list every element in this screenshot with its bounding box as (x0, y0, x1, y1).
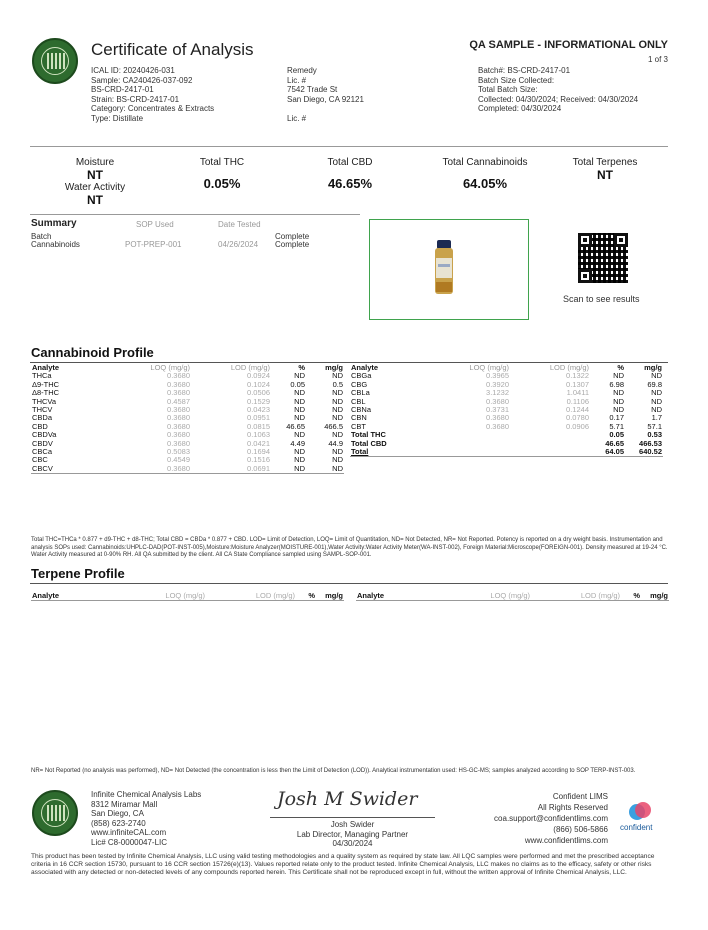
percent-cell: ND (613, 405, 624, 415)
lims-contact: Confident LIMS All Rights Reserved coa.support@confidentlims.com (866) 506-5866 www.confidentlims.com (494, 792, 608, 845)
header-divider (30, 146, 668, 147)
qr-code[interactable] (578, 233, 628, 283)
lod-cell (510, 448, 590, 457)
loq-cell: 0.4587 (167, 396, 190, 406)
terpene-divider (30, 583, 668, 584)
mgg-cell: ND (332, 388, 343, 398)
col-loq: LOQ (mg/g) (469, 363, 509, 372)
loq-cell: 3.1232 (486, 388, 509, 398)
total-cannabinoids-stat: Total Cannabinoids 64.05% (442, 157, 528, 191)
sample-info: ICAL ID: 20240426-031 Sample: CA240426-037-092 BS-CRD-2417-01 Strain: BS-CRD-2417-01 Category: Concentrates & Extracts Type: Distillate (91, 66, 215, 123)
analyte-cell: CBD (32, 421, 48, 431)
analyte-cell: Total (350, 448, 420, 457)
lod-cell: 0.0506 (247, 388, 270, 398)
loq-cell: 0.3731 (486, 405, 509, 415)
loq-cell: 0.3680 (167, 379, 190, 389)
summary-row-status-1: Complete (275, 240, 310, 249)
mgg-cell: ND (332, 405, 343, 415)
loq-cell: 0.3680 (167, 405, 190, 415)
percent-cell: 4.49 (290, 438, 305, 448)
analyte-cell: CBDV (32, 438, 53, 448)
lod-cell: 0.0423 (247, 405, 270, 415)
mgg-cell: ND (332, 396, 343, 406)
col-percent: % (617, 363, 624, 372)
loq-cell: 0.3680 (167, 430, 190, 440)
percent-cell: ND (294, 430, 305, 440)
table-row (31, 465, 344, 474)
lod-cell: 1.0411 (566, 388, 589, 398)
mgg-cell: 57.1 (647, 421, 662, 431)
analyte-cell: Total THC (351, 430, 386, 440)
loq-cell: 0.5083 (167, 447, 190, 457)
percent-cell: ND (294, 388, 305, 398)
percent-cell: ND (613, 396, 624, 406)
analyte-cell: CBDa (32, 413, 53, 423)
lod-cell: 0.1106 (566, 396, 589, 406)
analyte-cell: CBNa (351, 405, 372, 415)
mgg-cell: ND (332, 413, 343, 423)
total-row (350, 448, 663, 457)
analyte-cell: Δ8-THC (32, 388, 60, 398)
lod-cell: 0.0691 (191, 465, 271, 474)
mgg-cell: 466.5 (324, 421, 343, 431)
mgg-cell: ND (651, 371, 662, 381)
mgg-cell: ND (332, 447, 343, 457)
mgg-cell: ND (651, 405, 662, 415)
mgg-cell: ND (651, 396, 662, 406)
cannabinoid-footnote: Total THC=THCa * 0.877 + d9-THC + d8-THC; Total CBD = CBDa * 0.877 + CBD. LOD= Limit of Detection, LOQ= Limit of Quantitation, ND= Not Detected, NR= Not Reported. Potency is reported on a dry weight basis. Instrumentation and analysis SOPs used: Cannabinoids:UHPLC-DAD(POT-INST-005),Moisture:Moisture Analyzer(MOISTURE-001),Water Activity:Water Activity Meter(WA-INST-002), Foreign Material:Microscope(FOREIGN-001). Density measured at 19-24 °C. Water Activity measured at 0-90% RH. All QA submitted by the client. All CA State Compliance sampled using SAMPL-SOP-001. (31, 537, 668, 558)
lod-cell: 0.0780 (566, 413, 589, 423)
summary-row-status-0: Complete (275, 232, 310, 241)
loq-cell: 0.3680 (167, 371, 190, 381)
col-mgg: mg/g (641, 592, 669, 601)
col-lod: LOD (mg/g) (549, 363, 589, 372)
total-cbd-stat: Total CBD 46.65% (327, 157, 373, 191)
mgg-cell: 69.8 (647, 379, 662, 389)
loq-cell: 0.3680 (167, 413, 190, 423)
mgg-cell: 466.53 (639, 438, 662, 448)
percent-cell: ND (294, 371, 305, 381)
col-analyte: Analyte (356, 592, 426, 601)
signature: Josh M Swider (277, 788, 418, 810)
mgg-cell: ND (332, 371, 343, 381)
col-mgg: mg/g (644, 363, 662, 372)
analyte-cell: CBT (351, 421, 366, 431)
analyte-cell: THCVa (32, 396, 57, 406)
col-loq: LOQ (mg/g) (150, 363, 190, 372)
percent-cell: ND (294, 405, 305, 415)
lod-cell: 0.0421 (247, 438, 270, 448)
lod-cell: 0.1529 (247, 396, 270, 406)
analyte-cell: Total CBD (351, 438, 387, 448)
terpene-table-right (356, 592, 669, 601)
lod-cell: 0.0924 (247, 371, 270, 381)
percent-cell: 0.05 (290, 379, 305, 389)
scan-text: Scan to see results (563, 294, 640, 304)
cannabinoid-table-left (31, 364, 344, 474)
lod-cell: 0.0906 (566, 421, 589, 431)
total-terpenes-stat: Total Terpenes NT (572, 157, 638, 182)
percent-cell: 0.17 (609, 413, 624, 423)
loq-cell: 0.4549 (167, 455, 190, 465)
col-lod: LOD (mg/g) (230, 363, 270, 372)
col-loq: LOQ (mg/g) (426, 592, 531, 601)
col-percent: % (298, 363, 305, 372)
analyte-cell: CBG (351, 379, 368, 389)
col-percent: % (621, 592, 641, 601)
percent-cell: 0.05 (609, 430, 624, 440)
lod-cell: 0.1244 (566, 405, 589, 415)
loq-cell: 0.3680 (167, 388, 190, 398)
page-title: Certificate of Analysis (91, 40, 254, 59)
footer-lab-logo (32, 790, 78, 836)
percent-cell: ND (613, 371, 624, 381)
mgg-cell: 1.7 (651, 413, 662, 423)
percent-cell: ND (294, 447, 305, 457)
loq-cell: 0.3680 (101, 465, 191, 474)
mgg-cell: 44.9 (328, 438, 343, 448)
date-header: Date Tested (218, 220, 261, 229)
loq-cell: 0.3680 (486, 413, 509, 423)
lod-cell: 0.1694 (247, 447, 270, 457)
terpene-footnote: NR= Not Reported (no analysis was performed), ND= Not Detected (the concentration is less then the Limit of Detection (LOD)). Analytical instrumentation used: HS-GC-MS; samples analyzed according to SOP TERP-INST-003. (31, 768, 636, 774)
signer-info: Josh Swider Lab Director, Managing Partner 04/30/2024 (296, 820, 409, 848)
col-percent: % (296, 592, 316, 601)
client-info: Remedy Lic. # 7542 Trade St San Diego, CA 92121 Lic. # (287, 66, 364, 123)
percent-cell: 46.65 (286, 421, 305, 431)
analyte-cell: Δ9-THC (32, 379, 60, 389)
product-photo (369, 219, 529, 320)
vial-image (370, 220, 528, 319)
analyte-cell: CBC (32, 455, 48, 465)
percent-cell: ND (613, 388, 624, 398)
lod-cell: 0.1516 (247, 455, 270, 465)
total-thc-stat: Total THC 0.05% (199, 157, 245, 191)
analyte-cell: CBL (351, 396, 366, 406)
disclaimer: This product has been tested by Infinite Chemical Analysis, LLC using valid testing methodologies and a quality system as required by state law. All LQC samples were performed and met the prescribed acceptance criteria in 16 CCR section 15730, pursuant to 16 CCR section 15726(e)(13). Values reported relate only to the product tested. Infinite Chemical Analysis, LLC makes no claims as to the efficacy, safety or other risks associated with any detected or non-detected levels of any compounds reported herein. This Certificate shall not be reproduced except in full, without the written approval of Infinite Chemical Analysis, LLC. (31, 853, 655, 876)
terpene-table-left (31, 592, 344, 601)
lod-cell (510, 440, 590, 448)
mgg-cell: ND (332, 430, 343, 440)
mgg-cell: ND (332, 455, 343, 465)
stats-divider (30, 214, 360, 215)
col-lod: LOD (mg/g) (531, 592, 621, 601)
moisture-stat: Moisture NT Water Activity NT (64, 157, 126, 207)
loq-cell: 0.3680 (167, 438, 190, 448)
loq-cell: 0.3965 (486, 371, 509, 381)
percent-cell: 5.71 (609, 421, 624, 431)
loq-cell (420, 440, 510, 448)
lod-cell: 0.1307 (566, 379, 589, 389)
col-lod: LOD (mg/g) (206, 592, 296, 601)
lod-cell: 0.0815 (247, 421, 270, 431)
qa-notice: QA SAMPLE - INFORMATIONAL ONLY (469, 39, 668, 51)
summary-row-sop-1: POT-PREP-001 (125, 240, 182, 249)
batch-info: Batch#: BS-CRD-2417-01 Batch Size Collected: Total Batch Size: Collected: 04/30/2024; Received: 04/30/2024 Completed: 04/30/2024 (478, 66, 639, 113)
lod-cell: 0.1024 (247, 379, 270, 389)
mgg-cell: 0.5 (332, 379, 343, 389)
loq-cell: 0.3920 (486, 379, 509, 389)
analyte-cell: CBDVa (32, 430, 57, 440)
col-mgg: mg/g (325, 363, 343, 372)
analyte-cell: CBCa (32, 447, 53, 457)
lod-cell: 0.1063 (247, 430, 270, 440)
lab-contact: Infinite Chemical Analysis Labs 8312 Miramar Mall San Diego, CA (858) 623-2740 www.infiniteCAL.com Lic# C8-0000047-LIC (91, 790, 202, 847)
loq-cell: 0.3680 (486, 421, 509, 431)
mgg-cell: 640.52 (625, 448, 663, 457)
sop-header: SOP Used (136, 220, 174, 229)
col-loq: LOQ (mg/g) (101, 592, 206, 601)
analyte-cell: CBCV (31, 465, 101, 474)
lod-cell: 0.0951 (247, 413, 270, 423)
analyte-cell: THCV (32, 405, 53, 415)
percent-cell: 46.65 (605, 438, 624, 448)
percent-cell: ND (271, 465, 306, 474)
lod-cell: 0.1322 (566, 371, 589, 381)
percent-cell: ND (294, 396, 305, 406)
loq-cell: 0.3680 (167, 421, 190, 431)
terpene-profile-title: Terpene Profile (31, 566, 125, 581)
loq-cell (420, 448, 510, 457)
mgg-cell: 0.53 (647, 430, 662, 440)
loq-cell (420, 431, 510, 439)
loq-cell: 0.3680 (486, 396, 509, 406)
summary-row-name-1: Cannabinoids (31, 240, 80, 249)
analyte-cell: THCa (32, 371, 52, 381)
analyte-cell: CBN (351, 413, 367, 423)
analyte-cell: CBGa (351, 371, 372, 381)
signature-line (270, 817, 435, 818)
percent-cell: 6.98 (609, 379, 624, 389)
analyte-cell: CBLa (351, 388, 370, 398)
summary-row-name-0: Batch (31, 232, 52, 241)
col-analyte: Analyte (32, 363, 60, 372)
lab-logo (32, 38, 78, 84)
mgg-cell: ND (306, 465, 344, 474)
cannabinoid-profile-title: Cannabinoid Profile (31, 345, 154, 360)
col-analyte: Analyte (351, 363, 379, 372)
lod-cell (510, 431, 590, 439)
col-analyte: Analyte (31, 592, 101, 601)
summary-row-date-1: 04/26/2024 (218, 240, 259, 249)
mgg-cell: ND (651, 388, 662, 398)
page-number: 1 of 3 (647, 55, 668, 64)
percent-cell: 64.05 (590, 448, 625, 457)
confident-logo-text: confident (620, 823, 653, 832)
percent-cell: ND (294, 413, 305, 423)
col-mgg: mg/g (316, 592, 344, 601)
cannabinoid-table-right (350, 364, 663, 457)
percent-cell: ND (294, 455, 305, 465)
summary-title: Summary (31, 218, 77, 229)
